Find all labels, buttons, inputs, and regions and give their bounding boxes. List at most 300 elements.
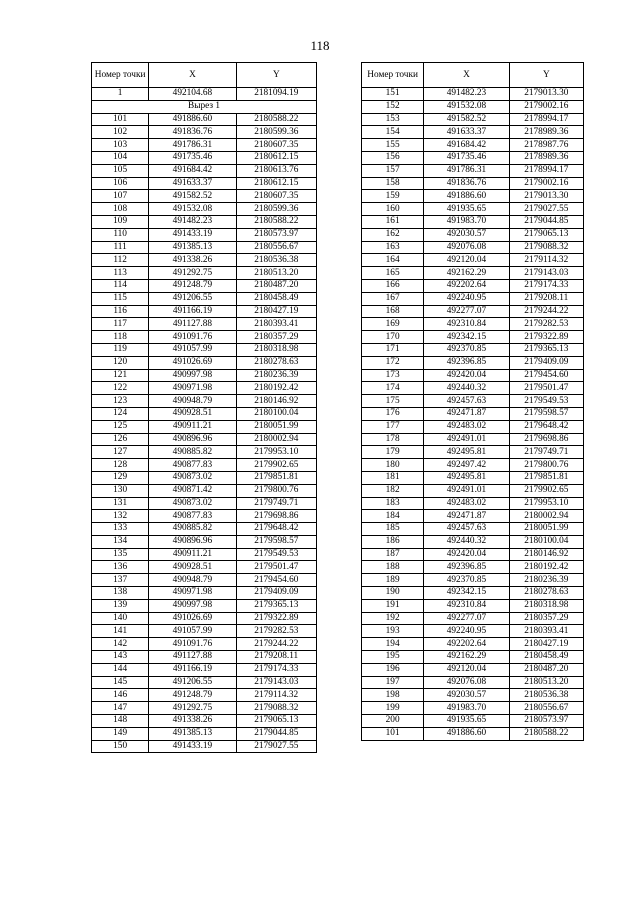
- x-coordinate-cell: 491057.99: [149, 625, 236, 638]
- table-row: [362, 599, 584, 612]
- x-coordinate-cell: 492457.63: [424, 523, 509, 536]
- y-coordinate-cell: 2180192.42: [509, 561, 583, 574]
- table-row: [362, 548, 584, 561]
- table-row: [92, 484, 317, 497]
- x-coordinate-cell: 492342.15: [424, 587, 509, 600]
- point-number-cell: 108: [92, 203, 149, 216]
- point-number-cell: 192: [362, 612, 424, 625]
- x-coordinate-cell: 492342.15: [424, 331, 509, 344]
- y-coordinate-cell: 2179549.53: [509, 395, 583, 408]
- point-number-cell: 104: [92, 151, 149, 164]
- point-number-cell: 175: [362, 395, 424, 408]
- x-coordinate-cell: 491886.60: [424, 727, 509, 740]
- point-number-cell: 199: [362, 702, 424, 715]
- x-coordinate-cell: 491433.19: [149, 740, 236, 753]
- point-number-cell: 198: [362, 689, 424, 702]
- table-row: [92, 625, 317, 638]
- y-coordinate-cell: 2179114.32: [509, 254, 583, 267]
- x-coordinate-cell: 492491.01: [424, 484, 509, 497]
- table-row: [362, 510, 584, 523]
- y-coordinate-cell: 2180236.39: [236, 369, 316, 382]
- table-row: [362, 113, 584, 126]
- table-row: [92, 164, 317, 177]
- x-coordinate-cell: 491983.70: [424, 215, 509, 228]
- y-coordinate-cell: 2179013.30: [509, 190, 583, 203]
- point-number-cell: 112: [92, 254, 149, 267]
- x-coordinate-cell: 490971.98: [149, 587, 236, 600]
- table-row: [92, 561, 317, 574]
- x-coordinate-cell: 492483.02: [424, 497, 509, 510]
- table-row: [362, 279, 584, 292]
- y-coordinate-cell: 2179322.89: [236, 612, 316, 625]
- point-number-cell: 103: [92, 139, 149, 152]
- table-row: [92, 715, 317, 728]
- x-coordinate-cell: 491633.37: [149, 177, 236, 190]
- y-coordinate-cell: 2180613.76: [236, 164, 316, 177]
- point-number-cell: 167: [362, 292, 424, 305]
- point-number-cell: 145: [92, 676, 149, 689]
- table-row: [92, 599, 317, 612]
- y-coordinate-cell: 2179902.65: [236, 459, 316, 472]
- y-coordinate-cell: 2179501.47: [509, 382, 583, 395]
- point-number-cell: 148: [92, 715, 149, 728]
- x-coordinate-cell: 490997.98: [149, 369, 236, 382]
- x-coordinate-cell: 491292.75: [149, 702, 236, 715]
- y-coordinate-cell: 2179598.57: [236, 535, 316, 548]
- table-row: [362, 446, 584, 459]
- table-row: [92, 420, 317, 433]
- x-coordinate-cell: 490885.82: [149, 446, 236, 459]
- table-row: [362, 727, 584, 740]
- x-coordinate-cell: 491582.52: [424, 113, 509, 126]
- point-number-cell: 133: [92, 523, 149, 536]
- point-number-cell: 137: [92, 574, 149, 587]
- table-row: [362, 459, 584, 472]
- table-row: [362, 625, 584, 638]
- point-number-cell: 179: [362, 446, 424, 459]
- point-number-cell: 181: [362, 471, 424, 484]
- point-number-cell: 117: [92, 318, 149, 331]
- point-number-cell: 191: [362, 599, 424, 612]
- x-coordinate-cell: 492495.81: [424, 446, 509, 459]
- y-coordinate-cell: 2180556.67: [509, 702, 583, 715]
- x-coordinate-cell: 492310.84: [424, 599, 509, 612]
- point-number-cell: 134: [92, 535, 149, 548]
- x-coordinate-cell: 491935.65: [424, 715, 509, 728]
- point-number-cell: 195: [362, 651, 424, 664]
- y-coordinate-cell: 2179800.76: [509, 459, 583, 472]
- x-coordinate-cell: 491206.55: [149, 292, 236, 305]
- point-number-cell: 120: [92, 356, 149, 369]
- x-coordinate-cell: 490997.98: [149, 599, 236, 612]
- y-coordinate-cell: 2180427.19: [509, 638, 583, 651]
- y-coordinate-cell: 2180458.49: [509, 651, 583, 664]
- y-coordinate-cell: 2180100.04: [236, 407, 316, 420]
- point-number-cell: 118: [92, 331, 149, 344]
- point-number-cell: 1: [92, 88, 149, 101]
- point-number-cell: 183: [362, 497, 424, 510]
- y-coordinate-cell: 2179454.60: [236, 574, 316, 587]
- x-coordinate-cell: 492440.32: [424, 535, 509, 548]
- x-coordinate-cell: 491633.37: [424, 126, 509, 139]
- y-coordinate-cell: 2179065.13: [236, 715, 316, 728]
- point-number-cell: 187: [362, 548, 424, 561]
- x-coordinate-cell: 491338.26: [149, 715, 236, 728]
- x-coordinate-cell: 491026.69: [149, 612, 236, 625]
- table-row: [92, 548, 317, 561]
- point-number-cell: 164: [362, 254, 424, 267]
- y-coordinate-cell: 2179902.65: [509, 484, 583, 497]
- table-header-row: [92, 63, 317, 88]
- coordinates-table-right: [361, 62, 584, 741]
- point-number-cell: 166: [362, 279, 424, 292]
- table-row: [92, 382, 317, 395]
- y-coordinate-cell: 2180556.67: [236, 241, 316, 254]
- y-coordinate-cell: 2180458.49: [236, 292, 316, 305]
- point-number-cell: 138: [92, 587, 149, 600]
- table-row: [92, 241, 317, 254]
- y-coordinate-cell: 2178994.17: [509, 113, 583, 126]
- y-coordinate-cell: 2180051.99: [509, 523, 583, 536]
- y-coordinate-cell: 2180599.36: [236, 203, 316, 216]
- y-coordinate-cell: 2180536.38: [236, 254, 316, 267]
- table-row: [362, 497, 584, 510]
- x-coordinate-cell: 491057.99: [149, 343, 236, 356]
- y-coordinate-cell: 2179698.86: [236, 510, 316, 523]
- x-coordinate-cell: 491532.08: [424, 100, 509, 113]
- point-number-cell: 176: [362, 407, 424, 420]
- point-number-cell: 131: [92, 497, 149, 510]
- table-row: [92, 190, 317, 203]
- table-row: [92, 676, 317, 689]
- point-number-cell: 158: [362, 177, 424, 190]
- table-row: [92, 318, 317, 331]
- y-coordinate-cell: 2179044.85: [509, 215, 583, 228]
- y-coordinate-cell: 2179749.71: [509, 446, 583, 459]
- y-coordinate-cell: 2180588.22: [236, 113, 316, 126]
- y-coordinate-cell: 2180573.97: [509, 715, 583, 728]
- y-coordinate-cell: 2178994.17: [509, 164, 583, 177]
- x-coordinate-cell: 490948.79: [149, 395, 236, 408]
- point-number-cell: 129: [92, 471, 149, 484]
- y-coordinate-cell: 2180487.20: [236, 279, 316, 292]
- table-row: [92, 497, 317, 510]
- y-coordinate-cell: 2179282.53: [509, 318, 583, 331]
- x-coordinate-cell: 491836.76: [149, 126, 236, 139]
- x-coordinate-cell: 491026.69: [149, 356, 236, 369]
- point-number-cell: 157: [362, 164, 424, 177]
- table-row: [362, 356, 584, 369]
- x-coordinate-cell: 491935.65: [424, 203, 509, 216]
- y-coordinate-cell: 2180612.15: [236, 151, 316, 164]
- y-coordinate-cell: 2179027.55: [509, 203, 583, 216]
- table-row: [92, 510, 317, 523]
- point-number-cell: 146: [92, 689, 149, 702]
- table-row: [92, 459, 317, 472]
- point-number-cell: 163: [362, 241, 424, 254]
- x-coordinate-cell: 492491.01: [424, 433, 509, 446]
- x-coordinate-cell: 492202.64: [424, 279, 509, 292]
- point-number-cell: 169: [362, 318, 424, 331]
- section-label: Вырез 1: [92, 100, 317, 113]
- point-number-cell: 194: [362, 638, 424, 651]
- header-x: X: [149, 63, 236, 88]
- x-coordinate-cell: 491684.42: [424, 139, 509, 152]
- table-row: [362, 164, 584, 177]
- table-row: [362, 343, 584, 356]
- y-coordinate-cell: 2178989.36: [509, 151, 583, 164]
- y-coordinate-cell: 2179953.10: [509, 497, 583, 510]
- x-coordinate-cell: 491886.60: [424, 190, 509, 203]
- table-row: [92, 126, 317, 139]
- table-row: [92, 535, 317, 548]
- table-row: [362, 523, 584, 536]
- table-row: [362, 254, 584, 267]
- y-coordinate-cell: 2180487.20: [509, 663, 583, 676]
- table-row: [362, 433, 584, 446]
- point-number-cell: 197: [362, 676, 424, 689]
- point-number-cell: 160: [362, 203, 424, 216]
- y-coordinate-cell: 2180607.35: [236, 139, 316, 152]
- x-coordinate-cell: 492396.85: [424, 356, 509, 369]
- table-row: [362, 689, 584, 702]
- x-coordinate-cell: 491735.46: [424, 151, 509, 164]
- x-coordinate-cell: 492495.81: [424, 471, 509, 484]
- x-coordinate-cell: 492310.84: [424, 318, 509, 331]
- table-row: [362, 177, 584, 190]
- x-coordinate-cell: 490911.21: [149, 548, 236, 561]
- table-row: [92, 292, 317, 305]
- table-row: [362, 395, 584, 408]
- y-coordinate-cell: 2179409.09: [509, 356, 583, 369]
- table-row: [362, 100, 584, 113]
- x-coordinate-cell: 492202.64: [424, 638, 509, 651]
- x-coordinate-cell: 490896.96: [149, 535, 236, 548]
- point-number-cell: 135: [92, 548, 149, 561]
- y-coordinate-cell: 2179044.85: [236, 727, 316, 740]
- table-row: [362, 651, 584, 664]
- point-number-cell: 124: [92, 407, 149, 420]
- table-row: [362, 535, 584, 548]
- table-row: [92, 651, 317, 664]
- page-number: 118: [310, 38, 330, 53]
- point-number-cell: 185: [362, 523, 424, 536]
- y-coordinate-cell: 2180357.29: [236, 331, 316, 344]
- y-coordinate-cell: 2180588.22: [509, 727, 583, 740]
- y-coordinate-cell: 2179953.10: [236, 446, 316, 459]
- x-coordinate-cell: 492420.04: [424, 369, 509, 382]
- table-row: [92, 638, 317, 651]
- point-number-cell: 143: [92, 651, 149, 664]
- y-coordinate-cell: 2180357.29: [509, 612, 583, 625]
- table-row: [362, 305, 584, 318]
- x-coordinate-cell: 492483.02: [424, 420, 509, 433]
- y-coordinate-cell: 2179282.53: [236, 625, 316, 638]
- table-row: [92, 267, 317, 280]
- y-coordinate-cell: 2179598.57: [509, 407, 583, 420]
- point-number-cell: 127: [92, 446, 149, 459]
- point-number-cell: 172: [362, 356, 424, 369]
- header-point-number: Номер точки: [362, 63, 424, 88]
- point-number-cell: 161: [362, 215, 424, 228]
- header-x: X: [424, 63, 509, 88]
- x-coordinate-cell: 491786.31: [149, 139, 236, 152]
- x-coordinate-cell: 491248.79: [149, 279, 236, 292]
- y-coordinate-cell: 2180393.41: [509, 625, 583, 638]
- x-coordinate-cell: 490877.83: [149, 459, 236, 472]
- y-coordinate-cell: 2178987.76: [509, 139, 583, 152]
- point-number-cell: 107: [92, 190, 149, 203]
- y-coordinate-cell: 2180513.20: [236, 267, 316, 280]
- point-number-cell: 114: [92, 279, 149, 292]
- point-number-cell: 139: [92, 599, 149, 612]
- y-coordinate-cell: 2179002.16: [509, 177, 583, 190]
- table-row: [362, 139, 584, 152]
- table-row: [362, 663, 584, 676]
- table-row: [92, 88, 317, 101]
- table-row: [92, 254, 317, 267]
- point-number-cell: 142: [92, 638, 149, 651]
- point-number-cell: 170: [362, 331, 424, 344]
- x-coordinate-cell: 491482.23: [149, 215, 236, 228]
- point-number-cell: 130: [92, 484, 149, 497]
- x-coordinate-cell: 491091.76: [149, 331, 236, 344]
- table-row: [362, 420, 584, 433]
- table-row: [362, 561, 584, 574]
- table-row: [362, 715, 584, 728]
- y-coordinate-cell: 2179027.55: [236, 740, 316, 753]
- table-row: [362, 126, 584, 139]
- y-coordinate-cell: 2179208.11: [236, 651, 316, 664]
- x-coordinate-cell: 492030.57: [424, 689, 509, 702]
- point-number-cell: 110: [92, 228, 149, 241]
- table-row: [362, 574, 584, 587]
- table-row: [362, 331, 584, 344]
- x-coordinate-cell: 491786.31: [424, 164, 509, 177]
- x-coordinate-cell: 492162.29: [424, 651, 509, 664]
- point-number-cell: 115: [92, 292, 149, 305]
- header-point-number: Номер точки: [92, 63, 149, 88]
- table-row: [92, 369, 317, 382]
- x-coordinate-cell: 492420.04: [424, 548, 509, 561]
- y-coordinate-cell: 2180278.63: [236, 356, 316, 369]
- y-coordinate-cell: 2180588.22: [236, 215, 316, 228]
- y-coordinate-cell: 2179244.22: [236, 638, 316, 651]
- table-row: [92, 215, 317, 228]
- table-row: [92, 395, 317, 408]
- x-coordinate-cell: 490928.51: [149, 561, 236, 574]
- point-number-cell: 123: [92, 395, 149, 408]
- point-number-cell: 101: [362, 727, 424, 740]
- table-row: [92, 433, 317, 446]
- y-coordinate-cell: 2180192.42: [236, 382, 316, 395]
- y-coordinate-cell: 2180607.35: [236, 190, 316, 203]
- point-number-cell: 178: [362, 433, 424, 446]
- y-coordinate-cell: 2179648.42: [236, 523, 316, 536]
- table-row: [362, 638, 584, 651]
- x-coordinate-cell: 492370.85: [424, 343, 509, 356]
- x-coordinate-cell: 490971.98: [149, 382, 236, 395]
- point-number-cell: 105: [92, 164, 149, 177]
- point-number-cell: 171: [362, 343, 424, 356]
- point-number-cell: 177: [362, 420, 424, 433]
- point-number-cell: 153: [362, 113, 424, 126]
- table-row: [362, 676, 584, 689]
- point-number-cell: 174: [362, 382, 424, 395]
- x-coordinate-cell: 491127.88: [149, 651, 236, 664]
- table-row: [362, 318, 584, 331]
- table-row: [362, 484, 584, 497]
- x-coordinate-cell: 492457.63: [424, 395, 509, 408]
- point-number-cell: 140: [92, 612, 149, 625]
- x-coordinate-cell: 490896.96: [149, 433, 236, 446]
- table-row: [92, 663, 317, 676]
- y-coordinate-cell: 2180318.98: [509, 599, 583, 612]
- point-number-cell: 147: [92, 702, 149, 715]
- y-coordinate-cell: 2180236.39: [509, 574, 583, 587]
- x-coordinate-cell: 491206.55: [149, 676, 236, 689]
- table-row: [362, 215, 584, 228]
- point-number-cell: 188: [362, 561, 424, 574]
- table-row: [92, 343, 317, 356]
- x-coordinate-cell: 491684.42: [149, 164, 236, 177]
- y-coordinate-cell: 2179174.33: [509, 279, 583, 292]
- y-coordinate-cell: 2179065.13: [509, 228, 583, 241]
- y-coordinate-cell: 2179013.30: [509, 88, 583, 101]
- point-number-cell: 119: [92, 343, 149, 356]
- point-number-cell: 184: [362, 510, 424, 523]
- x-coordinate-cell: 492277.07: [424, 612, 509, 625]
- table-header-row: [362, 63, 584, 88]
- point-number-cell: 125: [92, 420, 149, 433]
- x-coordinate-cell: 492497.42: [424, 459, 509, 472]
- x-coordinate-cell: 492396.85: [424, 561, 509, 574]
- x-coordinate-cell: 490885.82: [149, 523, 236, 536]
- x-coordinate-cell: 492030.57: [424, 228, 509, 241]
- table-row: [362, 151, 584, 164]
- x-coordinate-cell: 490873.02: [149, 471, 236, 484]
- point-number-cell: 154: [362, 126, 424, 139]
- x-coordinate-cell: 491532.08: [149, 203, 236, 216]
- coordinates-table-left: [91, 62, 317, 753]
- table-row: [92, 305, 317, 318]
- point-number-cell: 101: [92, 113, 149, 126]
- y-coordinate-cell: 2180427.19: [236, 305, 316, 318]
- y-coordinate-cell: 2179114.32: [236, 689, 316, 702]
- point-number-cell: 122: [92, 382, 149, 395]
- point-number-cell: 196: [362, 663, 424, 676]
- y-coordinate-cell: 2179088.32: [509, 241, 583, 254]
- table-row: [92, 113, 317, 126]
- table-row: [362, 407, 584, 420]
- x-coordinate-cell: 492240.95: [424, 625, 509, 638]
- table-row: [92, 740, 317, 753]
- point-number-cell: 151: [362, 88, 424, 101]
- point-number-cell: 126: [92, 433, 149, 446]
- x-coordinate-cell: 491582.52: [149, 190, 236, 203]
- table-row: [362, 369, 584, 382]
- table-row: [92, 279, 317, 292]
- table-row: [362, 471, 584, 484]
- y-coordinate-cell: 2179851.81: [236, 471, 316, 484]
- y-coordinate-cell: 2180573.97: [236, 228, 316, 241]
- point-number-cell: 102: [92, 126, 149, 139]
- y-coordinate-cell: 2179174.33: [236, 663, 316, 676]
- y-coordinate-cell: 2180278.63: [509, 587, 583, 600]
- point-number-cell: 155: [362, 139, 424, 152]
- table-row: [92, 151, 317, 164]
- point-number-cell: 109: [92, 215, 149, 228]
